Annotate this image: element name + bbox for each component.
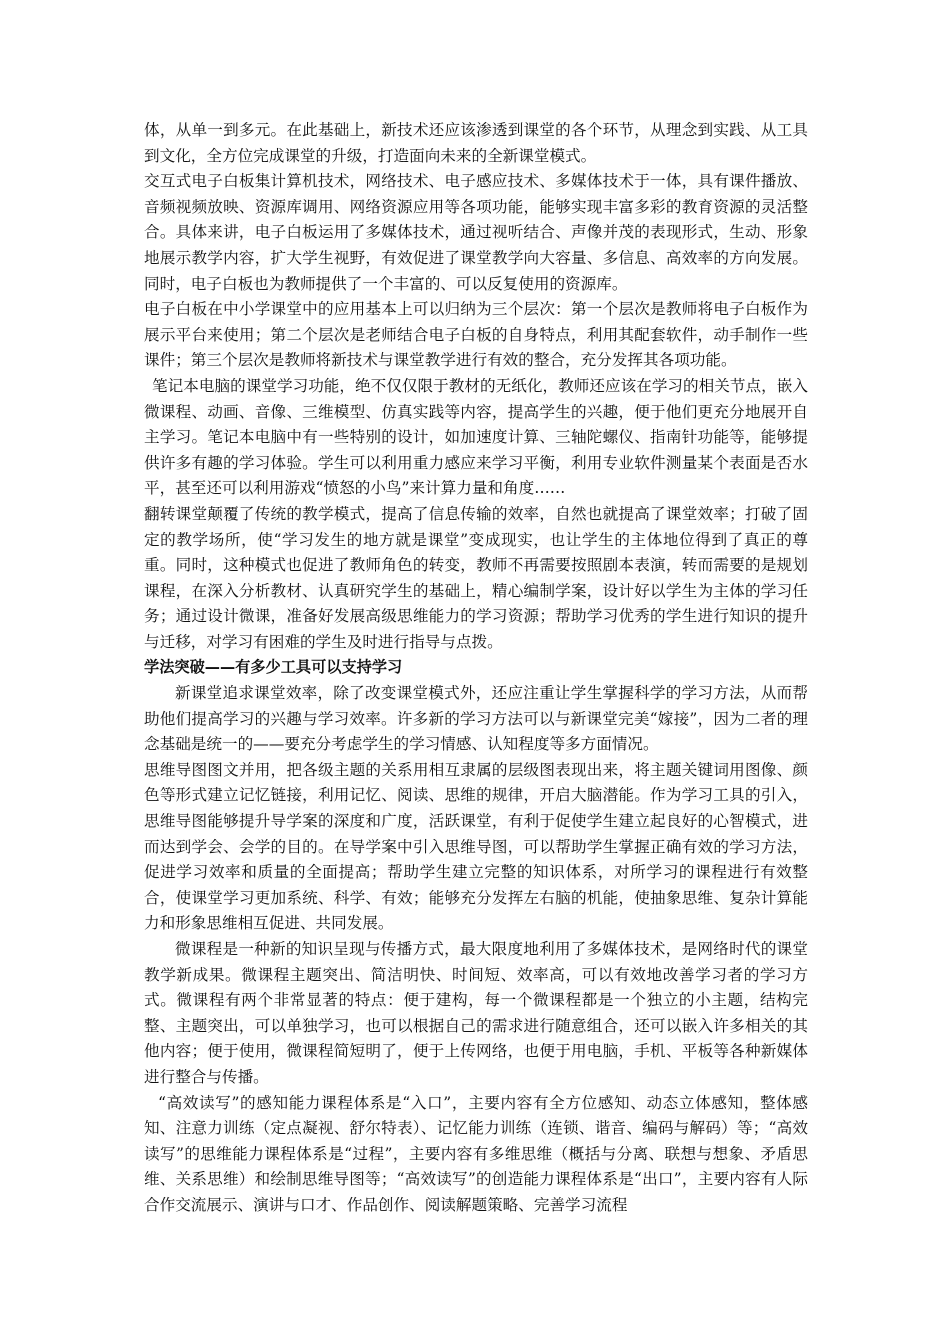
paragraph-laptop-learning: 笔记本电脑的课堂学习功能，绝不仅仅限于教材的无纸化，教师还应该在学习的相关节点，嵌入微课程、动画、音像、三维模型、仿真实践等内容，提高学生的兴趣，便于他们更充分地展开自主学习。笔记本电脑中有一些特别的设计，如加速度计算、三轴陀螺仪、指南针功能等，能够提供许多有趣的学习体验。学生可以利用重力感应来学习平衡，利用专业软件测量某个表面是否水平，甚至还可以利用游戏“愤怒的小鸟”来计算力量和角度…… bbox=[144, 376, 808, 498]
section-heading-learning-tools: 学法突破——有多少工具可以支持学习 bbox=[144, 658, 403, 677]
paragraph-mind-map: 思维导图图文并用，把各级主题的关系用相互隶属的层级图表现出来，将主题关键词用图像、颜色等形式建立记忆链接，利用记忆、阅读、思维的规律，开启大脑潜能。作为学习工具的引入，思维导图能够提升导学案的深度和广度，活跃课堂，有利于促使学生建立起良好的心智模式，进而达到学会、会学的目的。在导学案中引入思维导图，可以帮助学生掌握正确有效的学习方法，促进学习效率和质量的全面提高；帮助学生建立完整的知识体系，对所学习的课程进行有效整合，使课堂学习更加系统、科学、有效；能够充分发挥左右脑的机能，使抽象思维、复杂计算能力和形象思维相互促进、共同发展。 bbox=[144, 760, 808, 933]
paragraph-whiteboard-intro: 交互式电子白板集计算机技术，网络技术、电子感应技术、多媒体技术于一体，具有课件播放、音频视频放映、资源库调用、网络资源应用等各项功能，能够实现丰富多彩的教育资源的灵活整合。具体来讲，电子白板运用了多媒体技术，通过视听结合、声像并茂的表现形式，生动、形象地展示教学内容，扩大学生视野，有效促进了课堂教学向大容量、多信息、高效率的方向发展。同时，电子白板也为教师提供了一个丰富的、可以反复使用的资源库。 bbox=[144, 172, 808, 293]
paragraph-learning-methods: 新课堂追求课堂效率，除了改变课堂模式外，还应注重让学生掌握科学的学习方法，从而帮助他们提高学习的兴趣与学习效率。许多新的学习方法可以与新课堂完美“嫁接”，因为二者的理念基础是统一的——要充分考虑学生的学习情感、认知程度等多方面情况。 bbox=[144, 684, 808, 754]
paragraph-flipped-classroom: 翻转课堂颠覆了传统的教学模式，提高了信息传输的效率，自然也就提高了课堂效率；打破了固定的教学场所，使“学习发生的地方就是课堂”变成现实，也让学生的主体地位得到了真正的尊重。同时，这种模式也促进了教师角色的转变，教师不再需要按照剧本表演，转而需要的是规划课程，在深入分析教材、认真研究学生的基础上，精心编制学案，设计好以学生为主体的学习任务；通过设计微课，准备好发展高级思维能力的学习资源；帮助学习优秀的学生进行知识的提升与迁移，对学习有困难的学生及时进行指导与点拨。 bbox=[144, 504, 808, 651]
paragraph-whiteboard-levels: 电子白板在中小学课堂中的应用基本上可以归纳为三个层次：第一个层次是教师将电子白板作为展示平台来使用；第二个层次是老师结合电子白板的自身特点，利用其配套软件，动手制作一些课件；第三个层次是教师将新技术与课堂教学进行有效的整合，充分发挥其各项功能。 bbox=[144, 300, 808, 370]
paragraph-classroom-upgrade: 体，从单一到多元。在此基础上，新技术还应该渗透到课堂的各个环节，从理念到实践、从工具到文化，全方位完成课堂的升级，打造面向未来的全新课堂模式。 bbox=[144, 121, 808, 165]
paragraph-efficient-reading-writing: “高效读写”的感知能力课程体系是“入口”，主要内容有全方位感知、动态立体感知，整体感知、注意力训练（定点凝视、舒尔特表）、记忆能力训练（连锁、谐音、编码与解码）等；“高效读写”的思维能力课程体系是“过程”，主要内容有多维思维（概括与分离、联想与想象、矛盾思维、关系思维）和绘制思维导图等；“高效读写”的创造能力课程体系是“出口”，主要内容有人际合作交流展示、演讲与口才、作品创作、阅读解题策略、完善学习流程 bbox=[144, 1093, 808, 1214]
document-page bbox=[144, 118, 808, 1219]
paragraph-micro-course: 微课程是一种新的知识呈现与传播方式，最大限度地利用了多媒体技术，是网络时代的课堂教学新成果。微课程主题突出、简洁明快、时间短、效率高，可以有效地改善学习者的学习方式。微课程有两个非常显著的特点：便于建构，每一个微课程都是一个独立的小主题，结构完整、主题突出，可以单独学习，也可以根据自己的需求进行随意组合，还可以嵌入许多相关的其他内容；便于使用，微课程简短明了，便于上传网络，也便于用电脑，手机、平板等各种新媒体进行整合与传播。 bbox=[144, 940, 808, 1086]
